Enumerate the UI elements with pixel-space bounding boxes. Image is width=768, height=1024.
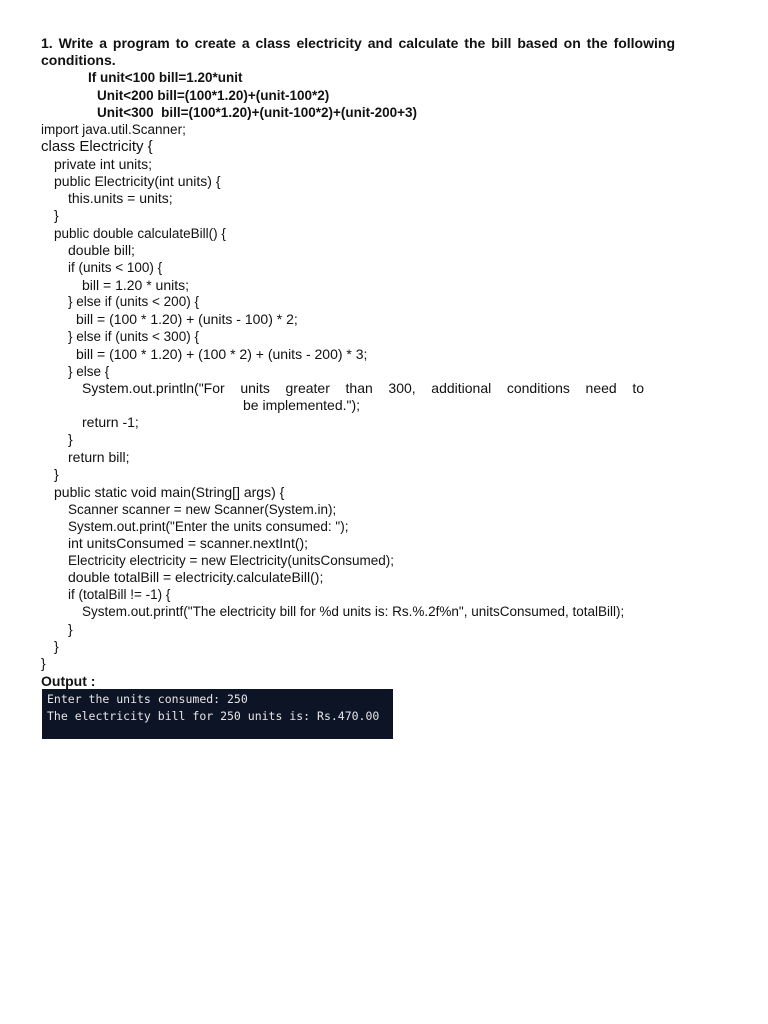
code-line: private int units;: [54, 156, 153, 172]
code-line: if (units < 100) {: [68, 260, 163, 275]
code-line: double bill;: [68, 242, 135, 258]
code-line: } else {: [68, 364, 110, 379]
console-output-screenshot: [42, 689, 393, 739]
code-line: } else if (units < 200) {: [68, 294, 199, 309]
condition-line: If unit<100 bill=1.20*unit: [88, 70, 243, 85]
code-line: System.out.print("Enter the units consumed: ");: [68, 519, 349, 534]
code-line: be implemented.");: [243, 397, 361, 413]
code-line: return -1;: [82, 414, 139, 430]
code-line: }: [41, 655, 46, 671]
code-line: }: [54, 207, 59, 223]
code-line: public Electricity(int units) {: [54, 173, 221, 189]
code-line: Electricity electricity = new Electricity(unitsConsumed);: [68, 553, 394, 568]
code-line: System.out.printf("The electricity bill for %d units is: Rs.%.2f%n", unitsConsumed, totalBill);: [82, 604, 625, 619]
condition-line: Unit<200 bill=(100*1.20)+(unit-100*2): [97, 88, 330, 103]
code-line: if (totalBill != -1) {: [68, 587, 171, 602]
code-wrapped-println: [82, 380, 644, 414]
code-line: } else if (units < 300) {: [68, 329, 199, 344]
code-line: import java.util.Scanner;: [41, 122, 186, 137]
console-line: The electricity bill for 250 units is: Rs.470.00: [47, 709, 380, 723]
code-line: int unitsConsumed = scanner.nextInt();: [68, 535, 309, 551]
code-line: class Electricity {: [41, 138, 153, 155]
code-line: }: [68, 431, 73, 447]
code-line: }: [68, 621, 73, 637]
code-line: bill = (100 * 1.20) + (100 * 2) + (units - 200) * 3;: [76, 346, 368, 362]
question-heading: 1. Write a program to create a class electricity and calculate the bill based on the following conditions.: [41, 35, 675, 68]
code-line: System.out.println("For units greater than 300, additional conditions need to: [82, 380, 644, 396]
code-line: this.units = units;: [68, 190, 173, 206]
code-line: return bill;: [68, 449, 130, 465]
code-line: Scanner scanner = new Scanner(System.in);: [68, 502, 337, 517]
console-line: Enter the units consumed: 250: [47, 692, 248, 706]
condition-line: Unit<300 bill=(100*1.20)+(unit-100*2)+(unit-200+3): [97, 105, 417, 120]
code-line: }: [54, 466, 59, 482]
code-line: public static void main(String[] args) {: [54, 484, 285, 500]
code-line: }: [54, 638, 59, 654]
code-line: public double calculateBill() {: [54, 226, 226, 241]
code-line: bill = 1.20 * units;: [82, 277, 190, 293]
code-line: double totalBill = electricity.calculateBill();: [68, 569, 324, 585]
output-label: Output :: [41, 673, 96, 689]
code-line: bill = (100 * 1.20) + (units - 100) * 2;: [76, 311, 298, 327]
